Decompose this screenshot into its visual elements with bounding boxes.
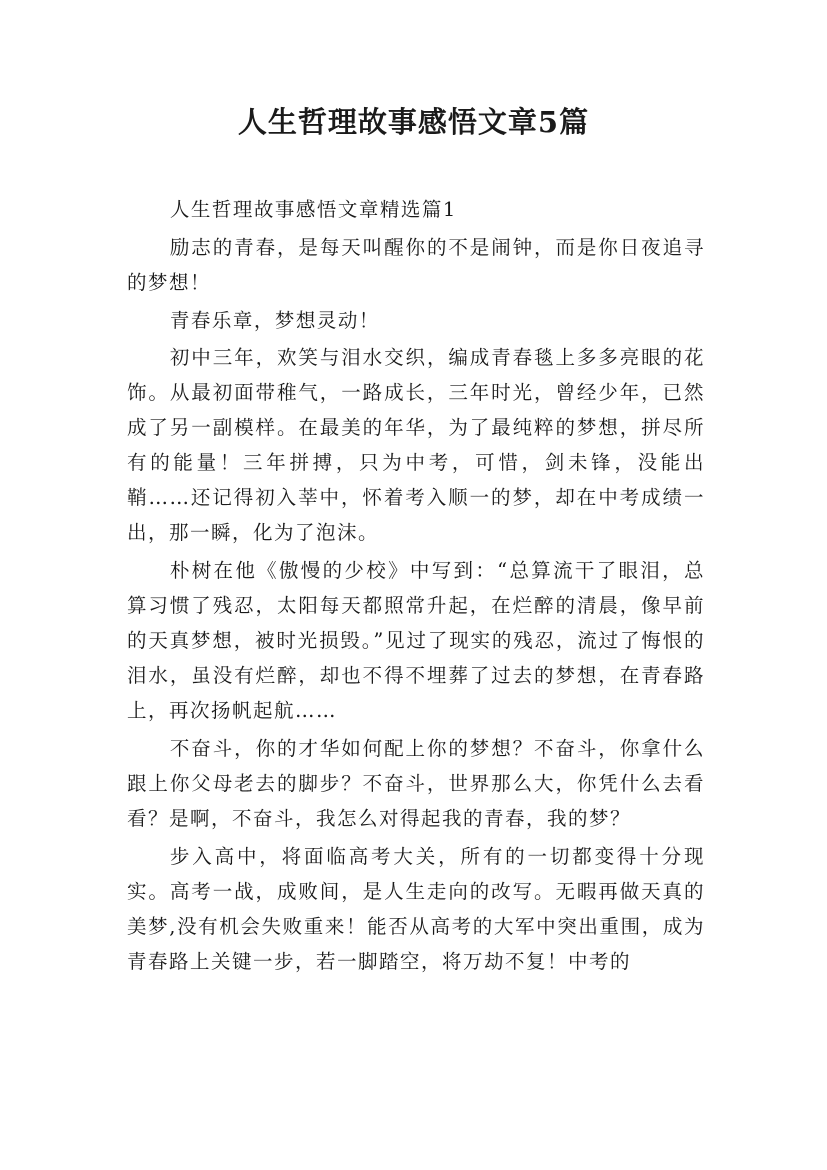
paragraph: 朴树在他《傲慢的少校》中写到：“总算流干了眼泪，总算习惯了残忍，太阳每天都照常升起，在烂醉的清晨，像早前的天真梦想，被时光损毁。”见过了现实的残忍，流过了悔恨的泪水，虽没有烂醉，却也不得不埋葬了过去的梦想，在青春路上，再次扬帆起航…… [127, 559, 705, 723]
document-body [127, 192, 705, 982]
paragraph: 青春乐章，梦想灵动！ [169, 308, 380, 332]
paragraph: 不奋斗，你的才华如何配上你的梦想？不奋斗，你拿什么跟上你父母老去的脚步？不奋斗，世界那么大，你凭什么去看看？是啊，不奋斗，我怎么对得起我的青春，我的梦？ [127, 736, 705, 830]
paragraph: 励志的青春，是每天叫醒你的不是闹钟，而是你日夜追寻的梦想！ [127, 235, 705, 294]
section-heading: 人生哲理故事感悟文章精选篇1 [169, 198, 457, 221]
document-title: 人生哲理故事感悟文章5篇 [237, 105, 590, 139]
paragraph: 初中三年，欢笑与泪水交织，编成青春毯上多多亮眼的花饰。从最初面带稚气，一路成长，三年时光，曾经少年，已然成了另一副模样。在最美的年华，为了最纯粹的梦想，拼尽所有的能量！三年拼搏，只为中考，可惜，剑未锋，没能出鞘……还记得初入莘中，怀着考入顺一的梦，却在中考成绩一出，那一瞬，化为了泡沫。 [127, 346, 705, 545]
paragraph: 步入高中，将面临高考大关，所有的一切都变得十分现实。高考一战，成败间，是人生走向的改写。无暇再做天真的美梦,没有机会失败重来！能否从高考的大军中突出重围，成为青春路上关键一步，若一脚踏空，将万劫不复！中考的 [127, 844, 705, 973]
